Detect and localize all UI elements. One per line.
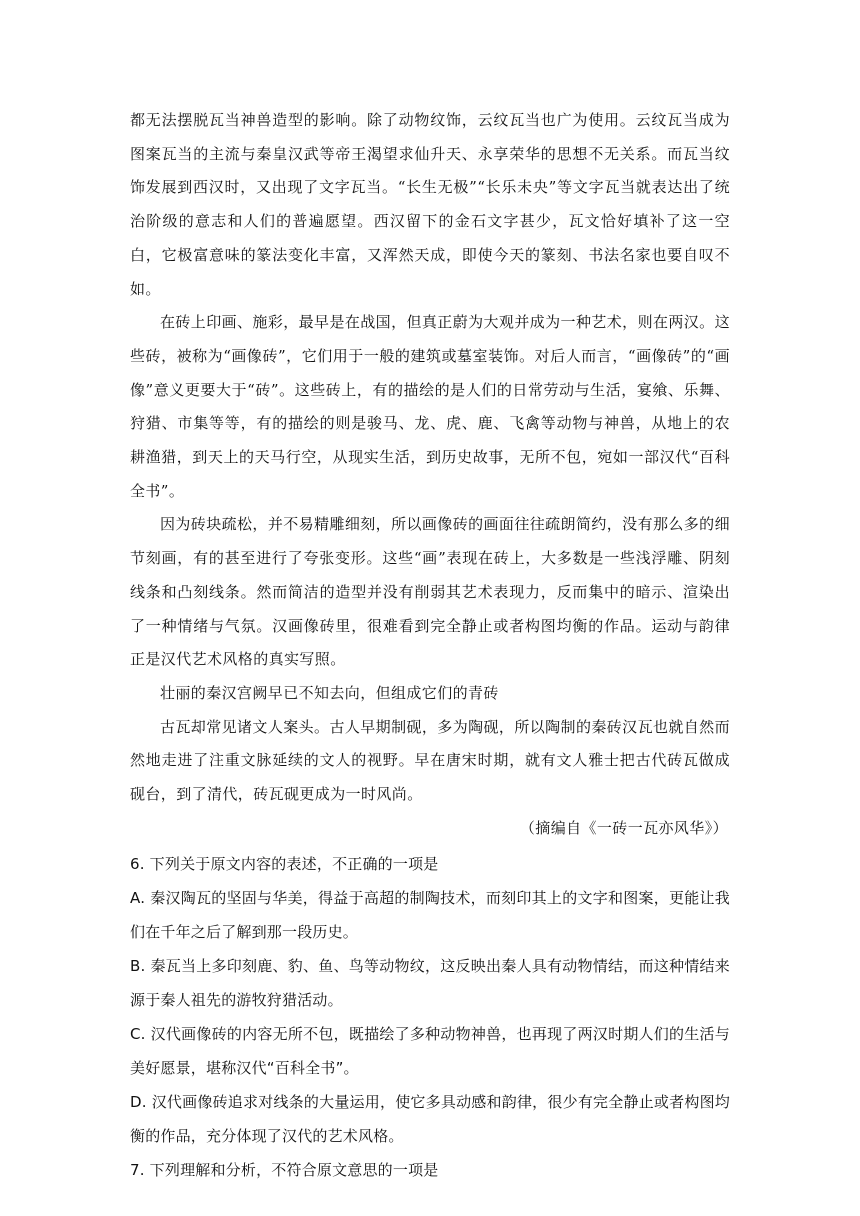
passage-paragraph: 都无法摆脱瓦当神兽造型的影响。除了动物纹饰，云纹瓦当也广为使用。云纹瓦当成为图案瓦当的主流与秦皇汉武等帝王渴望求仙升天、永享荣华的思想不无关系。而瓦当纹饰发展到西汉时，又出现了文字瓦当。“长生无极”“长乐未央”等文字瓦当就表达出了统治阶级的意志和人们的普遍愿望。西汉留下的金石文字甚少，瓦文恰好填补了这一空白，它极富意味的篆法变化丰富，又浑然天成，即使今天的篆刻、书法名家也要自叹不如。	[130, 111, 730, 298]
question-7-stem: 7. 下列理解和分析，不符合原文意思的一项是	[130, 1161, 439, 1180]
passage-source: （摘编自《一砖一瓦亦风华》）	[519, 818, 728, 837]
passage-paragraph: 壮丽的秦汉宫阙早已不知去向，但组成它们的青砖	[160, 683, 499, 702]
question-6-option-a: A. 秦汉陶瓦的坚固与华美，得益于高超的制陶技术，而刻印其上的文字和图案，更能让我们在千年之后了解到那一段历史。	[130, 889, 730, 942]
passage-paragraph: 古瓦却常见诸文人案头。古人早期制砚，多为陶砚，所以陶制的秦砖汉瓦也就自然而然地走进了注重文脉延续的文人的视野。早在唐宋时期，就有文人雅士把古代砖瓦做成砚台，到了清代，砖瓦砚更成为一时风尚。	[130, 717, 730, 804]
question-6-stem: 6. 下列关于原文内容的表述，不正确的一项是	[130, 855, 439, 874]
passage-paragraph: 在砖上印画、施彩，最早是在战国，但真正蔚为大观并成为一种艺术，则在两汉。这些砖，被称为“画像砖”，它们用于一般的建筑或墓室装饰。对后人而言，“画像砖”的“画像”意义更要大于“砖”。这些砖上，有的描绘的是人们的日常劳动与生活，宴飨、乐舞、狩猎、市集等等，有的描绘的则是骏马、龙、虎、鹿、飞禽等动物与神兽，从地上的农耕渔猎，到天上的天马行空，从现实生活，到历史故事，无所不包，宛如一部汉代“百科全书”。	[130, 313, 730, 500]
question-section	[130, 847, 730, 1187]
question-6-option-d: D. 汉代画像砖追求对线条的大量运用，使它多具动感和韵律，很少有完全静止或者构图均衡的作品，充分体现了汉代的艺术风格。	[130, 1093, 730, 1146]
reading-passage	[130, 104, 730, 845]
question-6-option-b: B. 秦瓦当上多印刻鹿、豹、鱼、鸟等动物纹，这反映出秦人具有动物情结，而这种情结来源于秦人祖先的游牧狩猎活动。	[130, 957, 730, 1010]
passage-paragraph: 因为砖块疏松，并不易精雕细刻，所以画像砖的画面往往疏朗简约，没有那么多的细节刻画，有的甚至进行了夸张变形。这些“画”表现在砖上，大多数是一些浅浮雕、阴刻线条和凸刻线条。然而简洁的造型并没有削弱其艺术表现力，反而集中的暗示、渲染出了一种情绪与气氛。汉画像砖里，很难看到完全静止或者构图均衡的作品。运动与韵律正是汉代艺术风格的真实写照。	[130, 515, 730, 669]
question-6-option-c: C. 汉代画像砖的内容无所不包，既描绘了多种动物神兽，也再现了两汉时期人们的生活与美好愿景，堪称汉代“百科全书”。	[130, 1025, 730, 1078]
